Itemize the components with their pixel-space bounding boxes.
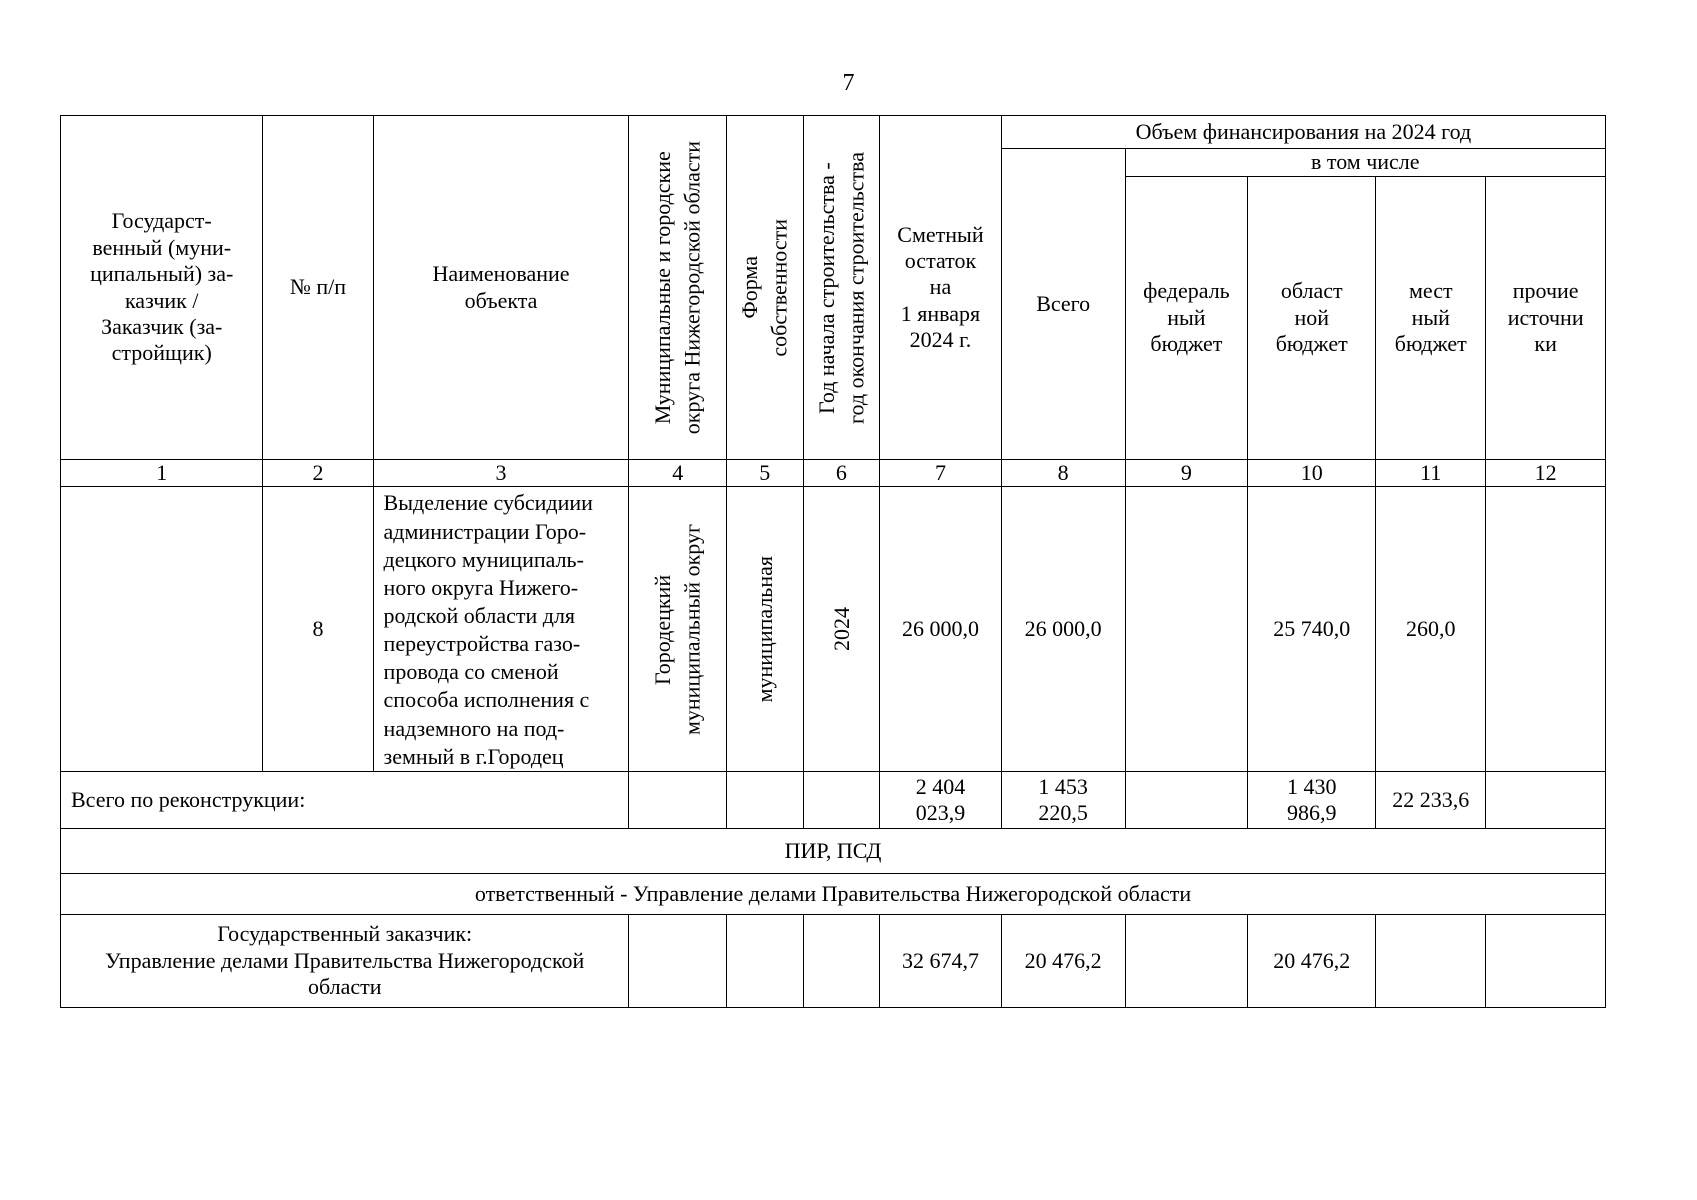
item-local: 260,0 <box>1376 487 1486 772</box>
customer-empty-6 <box>803 914 880 1007</box>
customer-estimate: 32 674,7 <box>880 914 1002 1007</box>
item-regional: 25 740,0 <box>1248 487 1376 772</box>
header-municipalities <box>629 116 727 460</box>
item-years-text: 2024 <box>828 607 854 652</box>
total-label: Всего по реконструкции: <box>61 771 629 828</box>
customer-federal <box>1125 914 1248 1007</box>
customer-label: Государственный заказчик: Управление делами Правительства Нижегородской области <box>61 914 629 1007</box>
item-other <box>1486 487 1606 772</box>
section-title: ПИР, ПСД <box>61 828 1606 873</box>
total-estimate: 2 404 023,9 <box>880 771 1002 828</box>
financing-table <box>60 115 1606 1008</box>
total-total: 1 453 220,5 <box>1001 771 1125 828</box>
item-ownership-text: муниципальная <box>751 555 777 703</box>
header-total: Всего <box>1001 149 1125 460</box>
customer-regional: 20 476,2 <box>1248 914 1376 1007</box>
item-estimate: 26 000,0 <box>880 487 1002 772</box>
total-federal <box>1125 771 1248 828</box>
header-local: мест ный бюджет <box>1376 177 1486 460</box>
column-number: 2 <box>263 460 373 487</box>
header-including: в том числе <box>1125 149 1605 177</box>
column-number: 7 <box>880 460 1002 487</box>
column-number: 8 <box>1001 460 1125 487</box>
customer-total: 20 476,2 <box>1001 914 1125 1007</box>
item-num: 8 <box>263 487 373 772</box>
total-empty-6 <box>803 771 880 828</box>
column-number: 9 <box>1125 460 1248 487</box>
table-row-item <box>61 487 1606 772</box>
total-other <box>1486 771 1606 828</box>
item-ownership <box>727 487 804 772</box>
header-ownership <box>727 116 804 460</box>
total-regional: 1 430 986,9 <box>1248 771 1376 828</box>
item-federal <box>1125 487 1248 772</box>
header-customer: Государст- венный (муни- ципальный) за- казчик / Заказчик (за- стройщик) <box>61 116 263 460</box>
column-number: 4 <box>629 460 727 487</box>
item-object-name: Выделение субсидиии администрации Горо- децкого муниципаль- ного округа Нижего- родской области для переустройства газо- провода со сменой способа исполнения с надземного на под- земный в г.Городец <box>373 487 629 772</box>
table-row-total <box>61 771 1606 828</box>
header-financing: Объем финансирования на 2024 год <box>1001 116 1605 149</box>
header-years-text: Год начала строительства - год окончания строительства <box>813 151 869 424</box>
column-number: 6 <box>803 460 880 487</box>
item-customer <box>61 487 263 772</box>
customer-empty-5 <box>727 914 804 1007</box>
header-num: № п/п <box>263 116 373 460</box>
header-federal: федераль ный бюджет <box>1125 177 1248 460</box>
responsible-line: ответственный - Управление делами Правительства Нижегородской области <box>61 873 1606 914</box>
item-total: 26 000,0 <box>1001 487 1125 772</box>
item-municipality-text: Городецкий муниципальный округ <box>650 523 705 735</box>
customer-empty-4 <box>629 914 727 1007</box>
table-row-customer <box>61 914 1606 1007</box>
column-number: 10 <box>1248 460 1376 487</box>
column-number: 1 <box>61 460 263 487</box>
page-number: 7 <box>842 70 855 96</box>
total-empty-4 <box>629 771 727 828</box>
customer-local <box>1376 914 1486 1007</box>
header-municipalities-text: Муниципальные и городские округа Нижегородской области <box>650 140 705 435</box>
total-empty-5 <box>727 771 804 828</box>
header-other: прочие источни ки <box>1486 177 1606 460</box>
header-ownership-text: Форма собственности <box>737 218 792 357</box>
column-number: 5 <box>727 460 804 487</box>
column-number: 12 <box>1486 460 1606 487</box>
header-regional: област ной бюджет <box>1248 177 1376 460</box>
total-local: 22 233,6 <box>1376 771 1486 828</box>
column-number: 3 <box>373 460 629 487</box>
item-municipality <box>629 487 727 772</box>
header-estimate: Сметный остаток на 1 января 2024 г. <box>880 116 1002 460</box>
item-years <box>803 487 880 772</box>
header-years <box>803 116 880 460</box>
header-object-name: Наименование объекта <box>373 116 629 460</box>
customer-other <box>1486 914 1606 1007</box>
column-number: 11 <box>1376 460 1486 487</box>
